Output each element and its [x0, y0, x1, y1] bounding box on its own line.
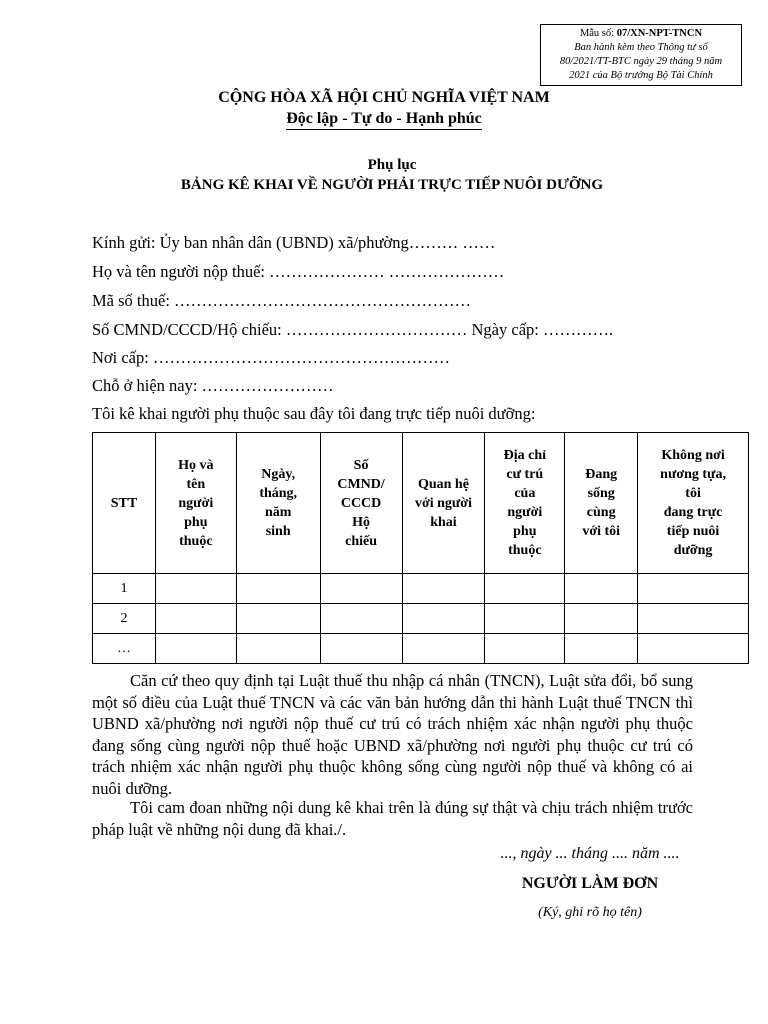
table-cell [638, 574, 749, 604]
column-header-line: phụ [184, 514, 208, 530]
column-header-line: Đang [585, 467, 618, 482]
current-address-line: Chỗ ở hiện nay: …………………… [92, 376, 334, 395]
form-code: Mẫu số: 07/XN-NPT-TNCN [579, 28, 703, 39]
column-header-line: Họ và [178, 457, 214, 473]
column-header [485, 433, 565, 574]
table-cell [320, 634, 402, 664]
document-title: BẢNG KÊ KHAI VỀ NGƯỜI PHẢI TRỰC TIẾP NUÔI DƯỠNG [180, 177, 604, 193]
table-cell [155, 574, 236, 604]
legal-basis-paragraph: Căn cứ theo quy định tại Luật thuế thu nhập cá nhân (TNCN), Luật sửa đổi, bổ sung một số điều của Luật thuế TNCN và các văn bản hướng dẫn thi hành Luật thuế TNCN thì UBND xã/phường nơi người nộp thuế cư trú có trách nhiệm xác nhận người phụ thuộc đang sống cùng người nộp thuế hoặc UBND xã/phường nơi người phụ thuộc cư trú có trách nhiệm xác nhận người phụ thuộc không sống cùng người nộp thuế và không có ai nuôi dưỡng. [92, 671, 693, 798]
column-header-line: tháng, [259, 486, 298, 501]
column-header-line: người [507, 505, 543, 520]
column-header-line: phụ [513, 524, 537, 539]
declaration-intro: Tôi kê khai người phụ thuộc sau đây tôi đang trực tiếp nuôi dưỡng: [92, 404, 536, 423]
table-body [93, 574, 749, 664]
row-number-cell: … [93, 634, 156, 664]
table-cell [565, 574, 638, 604]
column-header-line: nương tựa, [660, 467, 726, 482]
column-header-line: tiếp nuôi [666, 524, 720, 539]
column-header-line: cư trú [506, 467, 544, 482]
column-header-line: chiếu [345, 533, 377, 549]
table-cell [485, 574, 565, 604]
row-number-cell: 2 [93, 604, 156, 634]
column-header-line: thuộc [508, 543, 542, 558]
column-header-line: tôi [685, 486, 701, 501]
column-header-line: CCCD [340, 495, 382, 511]
column-header-line: Ngày, [261, 467, 296, 482]
table-cell [638, 604, 749, 634]
form-issued-line2: 80/2021/TT-BTC ngày 29 tháng 9 năm [559, 56, 723, 67]
recipient-line: Kính gửi: Ủy ban nhân dân (UBND) xã/phường……… …… [92, 233, 496, 252]
column-header [236, 433, 320, 574]
column-header [402, 433, 485, 574]
table-cell [155, 634, 236, 664]
form-issued-line1: Ban hành kèm theo Thông tư số [574, 42, 708, 53]
form-code-box [540, 24, 742, 86]
signature-note: (Ký, ghi rõ họ tên) [538, 905, 642, 920]
national-motto-text: Độc lập - Tự do - Hạnh phúc [286, 110, 482, 130]
column-header-line: dưỡng [673, 543, 713, 558]
column-header [565, 433, 638, 574]
column-header [93, 433, 156, 574]
appendix-label: Phụ lục [367, 157, 417, 173]
column-header-line: với người [414, 495, 472, 511]
table-cell [236, 634, 320, 664]
column-header-line: sống [587, 486, 615, 501]
table-cell [236, 604, 320, 634]
column-header-line: của [514, 486, 536, 501]
issue-place-line: Nơi cấp: ……………………………………………… [92, 348, 450, 367]
commitment-paragraph: Tôi cam đoan những nội dung kê khai trên là đúng sự thật và chịu trách nhiệm trước pháp luật về những nội dung đã khai./. [92, 798, 693, 839]
column-header-line: khai [430, 514, 457, 530]
table-cell [565, 604, 638, 634]
table-cell [236, 574, 320, 604]
column-header [320, 433, 402, 574]
country-name: CỘNG HÒA XÃ HỘI CHỦ NGHĨA VIỆT NAM [218, 89, 550, 106]
column-header-line: Không nơi [661, 448, 725, 463]
column-header-line: người [178, 495, 214, 511]
table-cell [485, 634, 565, 664]
row-number-cell: 1 [93, 574, 156, 604]
column-header-line: tên [186, 476, 206, 492]
column-header-line: cùng [586, 505, 616, 520]
column-header [155, 433, 236, 574]
column-header-line: sinh [265, 524, 291, 539]
table-cell [402, 574, 485, 604]
column-header-line: thuộc [179, 533, 213, 549]
table-header-row [93, 433, 749, 574]
column-header-line: đang trực [663, 505, 723, 520]
dependents-table [92, 432, 749, 664]
national-motto [0, 110, 768, 130]
table-cell [565, 634, 638, 664]
table-row [93, 634, 749, 664]
column-header-line: STT [110, 495, 138, 511]
tax-code-line: Mã số thuế: ……………………………………………… [92, 291, 472, 310]
table-row [93, 604, 749, 634]
table-cell [320, 604, 402, 634]
table-cell [402, 604, 485, 634]
column-header-line: Địa chỉ [503, 448, 546, 463]
taxpayer-name-line: Họ và tên người nộp thuế: ………………… ………………… [92, 262, 505, 281]
column-header [638, 433, 749, 574]
table-cell [320, 574, 402, 604]
column-header-line: Số [353, 457, 369, 473]
column-header-line: Hộ [352, 514, 370, 530]
date-line: ..., ngày ... tháng .... năm .... [500, 845, 680, 862]
table-cell [485, 604, 565, 634]
table-cell [155, 604, 236, 634]
column-header-line: Quan hệ [417, 476, 469, 492]
signer-title: NGƯỜI LÀM ĐƠN [521, 875, 659, 892]
id-number-line: Số CMND/CCCD/Hộ chiếu: …………………………… Ngày cấp: …………. [92, 320, 614, 339]
column-header-line: với tôi [582, 524, 621, 539]
table-row [93, 574, 749, 604]
table-cell [402, 634, 485, 664]
column-header-line: năm [264, 505, 292, 520]
column-header-line: CMND/ [337, 476, 385, 492]
form-issued-line3: 2021 của Bộ trưởng Bộ Tài Chính [569, 70, 713, 81]
table-cell [638, 634, 749, 664]
